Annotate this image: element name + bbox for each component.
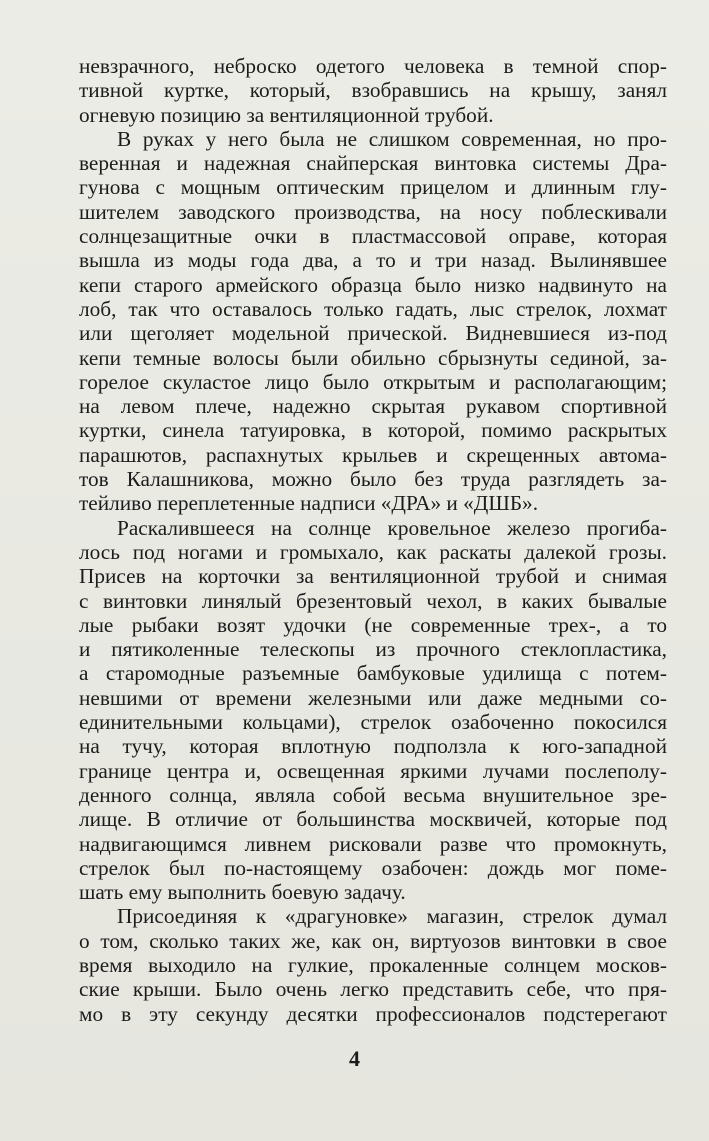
text-line: или щеголяет модельной прической. Видневшиеся из-под — [79, 321, 667, 346]
text-line: ские крыши. Было очень легко представить себе, что пря- — [79, 977, 667, 1002]
text-line: веренная и надежная снайперская винтовка системы Дра- — [79, 151, 667, 176]
text-line: а старомодные разъемные бамбуковые удилища с потем- — [79, 661, 667, 686]
body-text — [79, 54, 667, 1026]
text-line: время выходило на гулкие, прокаленные солнцем москов- — [79, 952, 667, 977]
text-line: невзрачного, неброско одетого человека в темной спор- — [79, 54, 667, 78]
paragraph-4 — [79, 904, 667, 1025]
text-line: денного солнца, являла собой весьма внушительное зре- — [79, 782, 667, 807]
text-line: стрелок был по-настоящему озабочен: дождь мог поме- — [79, 855, 667, 880]
text-line: с винтовки линялый брезентовый чехол, в каких бывалые — [79, 588, 667, 613]
text-line: невшими от времени железными или даже медными со- — [79, 685, 667, 710]
paragraph-3 — [79, 516, 667, 905]
text-line: шать ему выполнить боевую задачу. — [79, 880, 406, 905]
text-line: надвигающимся ливнем рисковали разве что промокнуть, — [79, 831, 667, 856]
text-line: кепи старого армейского образца было низко надвинуто на — [79, 272, 667, 297]
text-line: лые рыбаки возят удочки (не современные трех-, а то — [79, 612, 667, 637]
text-line: огневую позицию за вентиляционной трубой. — [79, 102, 494, 127]
page-number: 4 — [349, 1046, 360, 1071]
text-line: на тучу, которая вплотную подползла к юго-западной — [79, 734, 667, 759]
text-line: кепи темные волосы были обильно сбрызнуты сединой, за- — [79, 345, 667, 370]
text-line: гунова с мощным оптическим прицелом и длинным глу- — [79, 175, 667, 200]
text-line: В руках у него была не слишком современная, но про- — [117, 126, 667, 151]
text-line: парашютов, распахнутых крыльев и скрещенных автома- — [79, 442, 667, 467]
text-line: горелое скуластое лицо было открытым и располагающим; — [79, 369, 667, 394]
text-line: лось под ногами и громыхало, как раскаты далекой грозы. — [79, 539, 667, 564]
text-line: о том, сколько таких же, как он, виртуозов винтовки в свое — [79, 928, 667, 953]
text-line: Присев на корточки за вентиляционной трубой и снимая — [79, 564, 667, 589]
text-line: тов Калашникова, можно было без труда разглядеть за- — [79, 467, 667, 492]
text-line: тивной куртке, который, взобравшись на крышу, занял — [79, 78, 667, 103]
text-line: единительными кольцами), стрелок озабоченно покосился — [79, 710, 667, 735]
text-line: шителем заводского производства, на носу поблескивали — [79, 199, 667, 224]
text-line: на левом плече, надежно скрытая рукавом спортивной — [79, 394, 667, 419]
text-line: границе центра и, освещенная яркими лучами послеполу- — [79, 758, 667, 783]
paragraph-1 — [79, 54, 667, 127]
text-line: лище. В отличие от большинства москвичей, которые под — [79, 807, 667, 832]
text-line: лоб, так что оставалось только гадать, лыс стрелок, лохмат — [79, 296, 667, 321]
text-line: мо в эту секунду десятки профессионалов подстерегают — [79, 1001, 667, 1026]
text-line: Раскалившееся на солнце кровельное железо прогиба- — [117, 515, 667, 540]
text-line: солнцезащитные очки в пластмассовой оправе, которая — [79, 224, 667, 249]
text-line: Присоединяя к «драгуновке» магазин, стрелок думал — [117, 904, 667, 929]
text-line: тейливо переплетенные надписи «ДРА» и «ДШБ». — [79, 491, 539, 516]
text-line: и пятиколенные телескопы из прочного стеклопластика, — [79, 637, 667, 662]
paragraph-2 — [79, 127, 667, 516]
text-line: вышла из моды года два, а то и три назад. Вылинявшее — [79, 248, 667, 273]
text-line: куртки, синела татуировка, в которой, помимо раскрытых — [79, 418, 667, 443]
